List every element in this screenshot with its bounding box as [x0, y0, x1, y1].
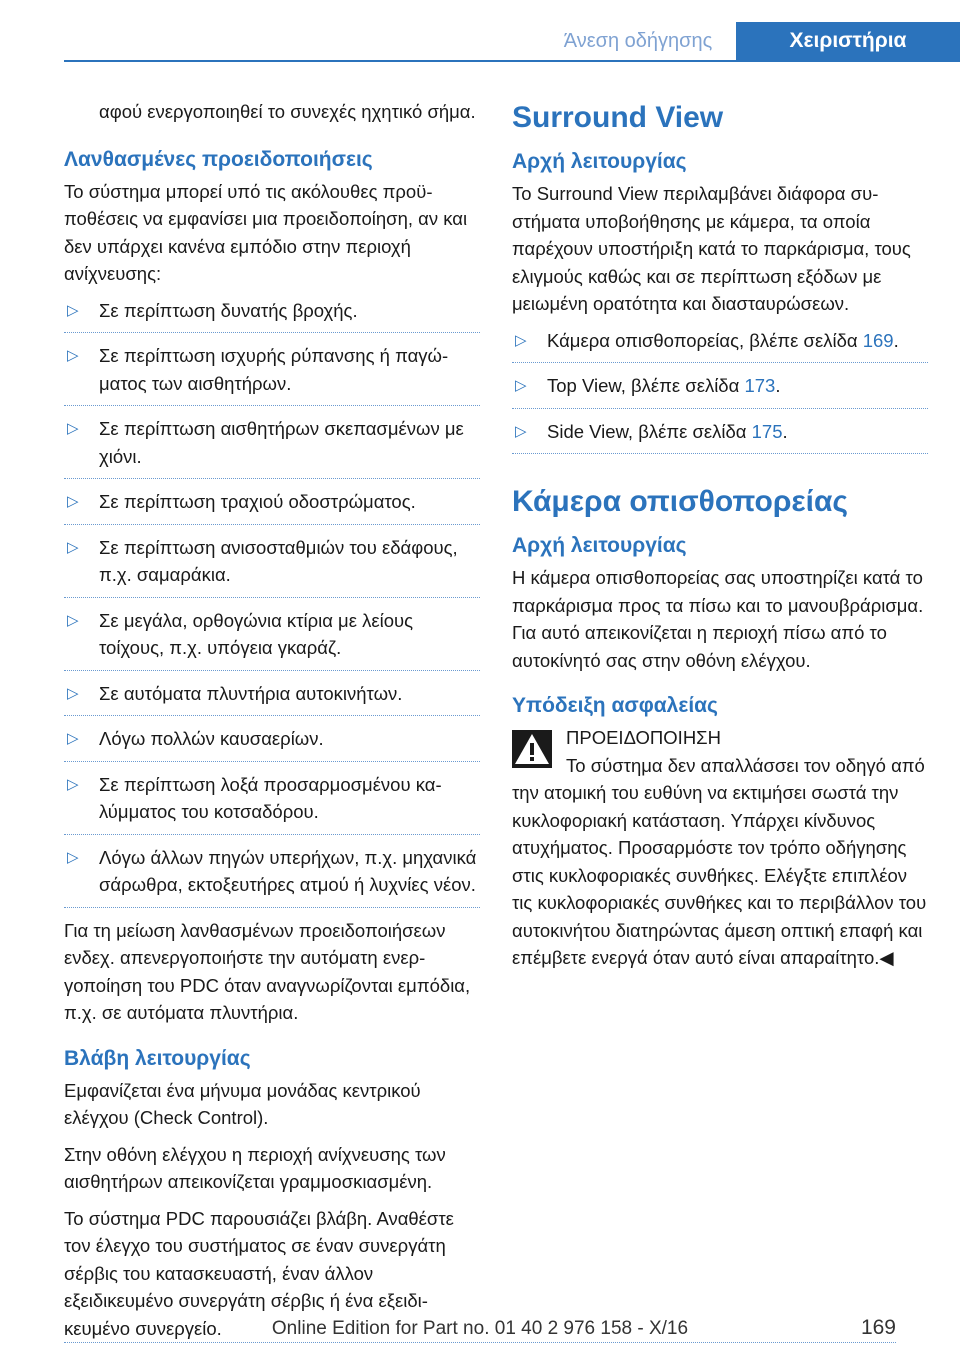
bullet-triangle-icon: ▷ [67, 848, 79, 866]
warning-title: ΠΡΟΕΙΔΟΠΟΙΗΣΗ [566, 727, 721, 748]
malfunction-text-3: Το σύστημα PDC παρουσιάζει βλάβη. Αναθέστε τον έλεγχο του συστήματος σε έναν συνεργάτη σέρβις του κατασκευαστή, έναν άλλον εξειδικευμένο συνεργάτη σέρβις ή ένα εξειδικευμένο συνεργείο. [64, 1207, 454, 1339]
bullet-triangle-icon: ▷ [67, 347, 79, 364]
page-link[interactable]: 173 [744, 375, 776, 396]
surround-view-subheading: Αρχή λειτουργίας [512, 150, 687, 173]
list-item: ▷ Σε περίπτωση τραχιού οδοστρώματος. [64, 488, 480, 525]
rear-camera-text: Η κάμερα οπισθοπορείας σας υποστηρίζει κατά το παρκάρισμα προς τα πίσω και το μανουβράρισμα. Για αυτό απεικονίζεται η περιοχή πίσω από το αυτοκίνητό σας στην οθόνη ελέγχου. [512, 567, 924, 671]
page-link[interactable]: 175 [751, 420, 783, 442]
malfunction-heading: Βλάβη λειτουργίας [64, 1046, 251, 1070]
list-item: ▷ Λόγω άλλων πηγών υπερήχων, π.χ. μηχανικά σάρωθρα, εκτοξευτήρες ατμού ή λυχνίες νέον. [64, 844, 480, 908]
safety-note-heading: Υπόδειξη ασφαλείας [512, 694, 718, 717]
surround-view-title: Surround View [512, 101, 724, 134]
warning-box [512, 724, 928, 972]
continued-text: αφού ενεργοποιηθεί το συνεχές ηχητικό σήμα. [99, 101, 476, 122]
footer-divider [64, 1342, 896, 1343]
list-item: ▷ Σε μεγάλα, ορθογώνια κτίρια με λείους τοίχους, π.χ. υπόγεια γκαράζ. [64, 607, 480, 671]
footer-edition: Online Edition for Part no. 01 40 2 976 158 - X/16 [271, 1318, 689, 1339]
page-link[interactable]: 169 [862, 329, 894, 351]
list-item: ▷ Σε περίπτωση ισχυρής ρύπανσης ή παγώματος των αισθητήρων. [64, 342, 480, 406]
bullet-triangle-icon: ▷ [67, 493, 79, 510]
bullet-triangle-icon: ▷ [67, 775, 79, 793]
header-chapter-tab[interactable]: Χειριστήρια [736, 22, 960, 60]
warning-text: Το σύστημα δεν απαλλάσσει τον οδηγό από την ατομική του ευθύνη να εκτιμήσει σωστά την κυκλοφοριακή κατάσταση. Υπάρχει κίνδυνος ατυχήματος. Προσαρμόστε τον τρόπο οδήγησης στις κυκλοφοριακές συνθήκες. Ελέγξτε επιπλέον τις κυκλοφοριακές συνθήκες και το περιβάλλον του αυτοκινήτου διατηρώντας άμεση οπτική επαφή και επέμβετε ενεργά όταν αυτό είναι απαραίτητο.◀ [512, 754, 927, 968]
list-item: ▷ Σε περίπτωση λοξά προσαρμοσμένου καλύμματος του κοτσαδόρου. [64, 771, 480, 835]
bullet-triangle-icon: ▷ [515, 377, 527, 394]
page-number: 169 [860, 1316, 896, 1339]
bullet-triangle-icon: ▷ [67, 301, 79, 319]
list-item: ▷ Κάμερα οπισθοπορείας, βλέπε σελίδα 169. [512, 327, 928, 364]
right-column [512, 98, 928, 972]
rear-camera-subheading: Αρχή λειτουργίας [512, 534, 687, 557]
left-column [64, 98, 480, 1351]
bullet-triangle-icon: ▷ [515, 422, 527, 440]
bullet-triangle-icon: ▷ [67, 684, 79, 702]
malfunction-text-2: Στην οθόνη ελέγχου η περιοχή ανίχνευσης των αισθητήρων απεικονίζεται γραμμοσκιασμένη. [64, 1143, 446, 1192]
malfunction-text-1: Εμφανίζεται ένα μήνυμα μονάδας κεντρικού ελέγχου (Check Control). [64, 1079, 421, 1128]
list-item: ▷ Σε περίπτωση ανισοσταθμιών του εδάφους, π.χ. σαμαράκια. [64, 534, 480, 598]
bullet-triangle-icon: ▷ [67, 730, 79, 747]
surround-view-text: Το Surround View περιλαμβάνει διάφορα συστήματα υποβοήθησης με κάμερα, τα οποία παρέχουν υποστήριξη κατά το παρκάρισμα, τους ελιγμούς καθώς και σε περίπτωση εξόδων με μειωμένη ορατότητα και διασταυρώσεων. [512, 183, 911, 314]
false-warnings-intro: Το σύστημα μπορεί υπό τις ακόλουθες προϋποθέσεις να εμφανίσει μια προειδοποίηση, αν και δεν υπάρχει κανένα εμπόδιο στην περιοχή ανίχνευσης: [64, 180, 468, 284]
list-item: ▷ Top View, βλέπε σελίδα 173. [512, 372, 928, 409]
bullet-triangle-icon: ▷ [67, 420, 79, 437]
list-item: ▷ Λόγω πολλών καυσαερίων. [64, 725, 480, 762]
false-warnings-heading: Λανθασμένες προειδοποιήσεις [64, 147, 373, 171]
bullet-triangle-icon: ▷ [67, 611, 79, 629]
warning-triangle-icon [512, 730, 552, 768]
list-item: ▷ Σε περίπτωση δυνατής βροχής. [64, 297, 480, 334]
false-warnings-outro: Για τη μείωση λανθασμένων προειδοποιήσεων ενδεχ. απενεργοποιήστε την αυτόματη ενεργοποίηση του PDC όταν αναγνωρίζονται εμπόδια, π.χ. σε αυτόματα πλυντήρια. [64, 919, 471, 1023]
rear-camera-title: Κάμερα οπισθοπορείας [512, 485, 849, 518]
list-item: ▷ Σε περίπτωση αισθητήρων σκεπασμένων με χιόνι. [64, 415, 480, 479]
false-warnings-list [64, 297, 480, 908]
bullet-triangle-icon: ▷ [67, 538, 79, 556]
header-divider [64, 60, 960, 62]
list-item: ▷ Side View, βλέπε σελίδα 175. [512, 418, 928, 455]
surround-view-list [512, 327, 928, 455]
bullet-triangle-icon: ▷ [515, 331, 527, 349]
list-item: ▷ Σε αυτόματα πλυντήρια αυτοκινήτων. [64, 680, 480, 717]
header-section-tab[interactable]: Άνεση οδήγησης [563, 30, 713, 52]
